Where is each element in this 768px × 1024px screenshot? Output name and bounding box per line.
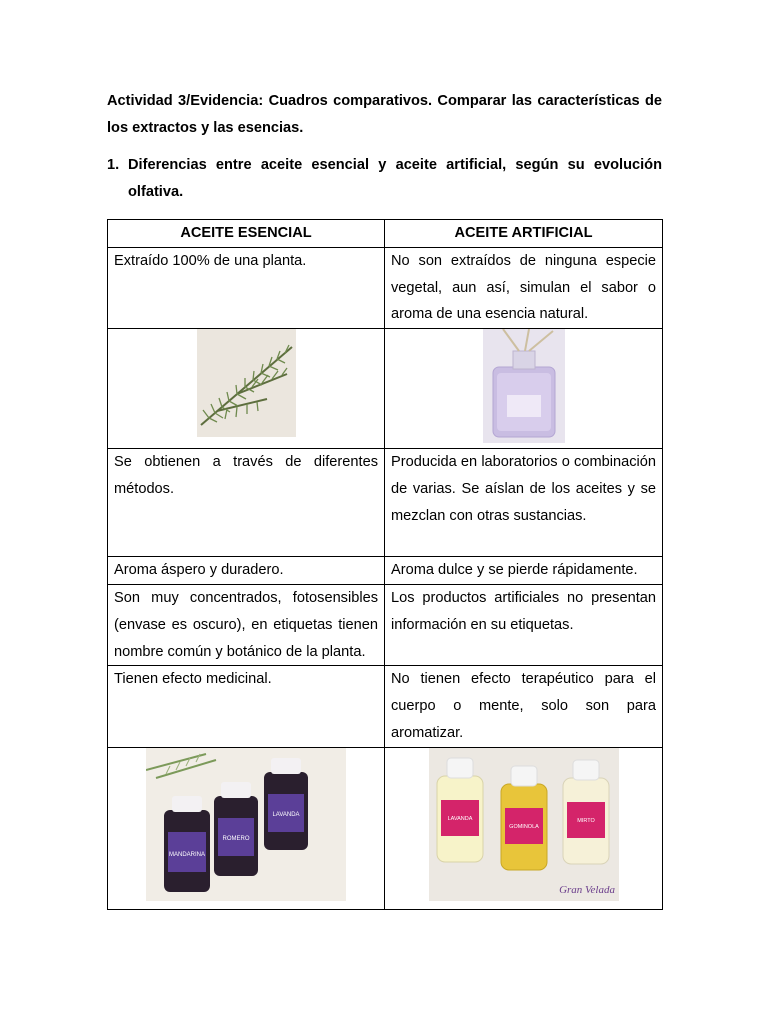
bottle-label-lavanda-artificial: LAVANDA <box>447 815 472 822</box>
essential-oil-bottles-photo <box>146 748 346 901</box>
cell-essential-methods: Se obtienen a través de diferentes métodos. <box>108 449 385 557</box>
activity-heading: Actividad 3/Evidencia: Cuadros comparativos. Comparar las características de los extractos y las esencias. <box>107 93 662 136</box>
table-row <box>108 557 663 585</box>
cell-essential-origin: Extraído 100% de una planta. <box>108 247 385 328</box>
cell-artificial-origin: No son extraídos de ninguna especie vegetal, aun así, simulan el sabor o aroma de una esencia natural. <box>385 247 663 328</box>
table-image-row <box>108 747 663 909</box>
cell-essential-aroma: Aroma áspero y duradero. <box>108 557 385 585</box>
header-essential-oil: ACEITE ESENCIAL <box>108 220 385 248</box>
table-row <box>108 666 663 747</box>
artificial-diffuser-image-cell <box>385 329 663 449</box>
cell-artificial-production: Producida en laboratorios o combinación de varias. Se aíslan de los aceites y se mezclan con otras sustancias. <box>385 449 663 557</box>
cell-artificial-labels: Los productos artificiales no presentan información en su etiquetas. <box>385 584 663 665</box>
header-artificial-oil: ACEITE ARTIFICIAL <box>385 220 663 248</box>
table-image-row <box>108 329 663 449</box>
comparison-table <box>107 219 663 910</box>
table-row <box>108 247 663 328</box>
rosemary-photo <box>197 329 296 437</box>
document-page <box>107 88 662 206</box>
list-item-1 <box>107 152 662 206</box>
bottle-label-mandarina: MANDARINA <box>168 851 206 858</box>
brand-watermark: Gran Velada <box>558 883 615 896</box>
diffuser-photo <box>483 329 565 443</box>
list-number: 1. <box>107 157 120 173</box>
essential-bottles-image-cell <box>108 747 385 909</box>
bottle-label-mirto: MIRTO <box>576 817 595 824</box>
artificial-oil-bottles-photo <box>429 748 619 901</box>
table-row <box>108 449 663 557</box>
cell-artificial-aroma: Aroma dulce y se pierde rápidamente. <box>385 557 663 585</box>
rosemary-image-cell <box>108 329 385 449</box>
bottle-label-gominola: GOMINOLA <box>508 823 539 830</box>
cell-essential-labels: Son muy concentrados, fotosensibles (envase es oscuro), en etiquetas tienen nombre común y botánico de la planta. <box>108 584 385 665</box>
bottle-label-lavanda: LAVANDA <box>272 811 300 818</box>
table-header-row <box>108 220 663 248</box>
cell-essential-effect: Tienen efecto medicinal. <box>108 666 385 747</box>
artificial-bottles-image-cell <box>385 747 663 909</box>
bottle-label-romero: ROMERO <box>222 835 250 842</box>
list-item-text: Diferencias entre aceite esencial y aceite artificial, según su evolución olfativa. <box>128 157 662 200</box>
cell-artificial-effect: No tienen efecto terapéutico para el cuerpo o mente, solo son para aromatizar. <box>385 666 663 747</box>
table-row <box>108 584 663 665</box>
